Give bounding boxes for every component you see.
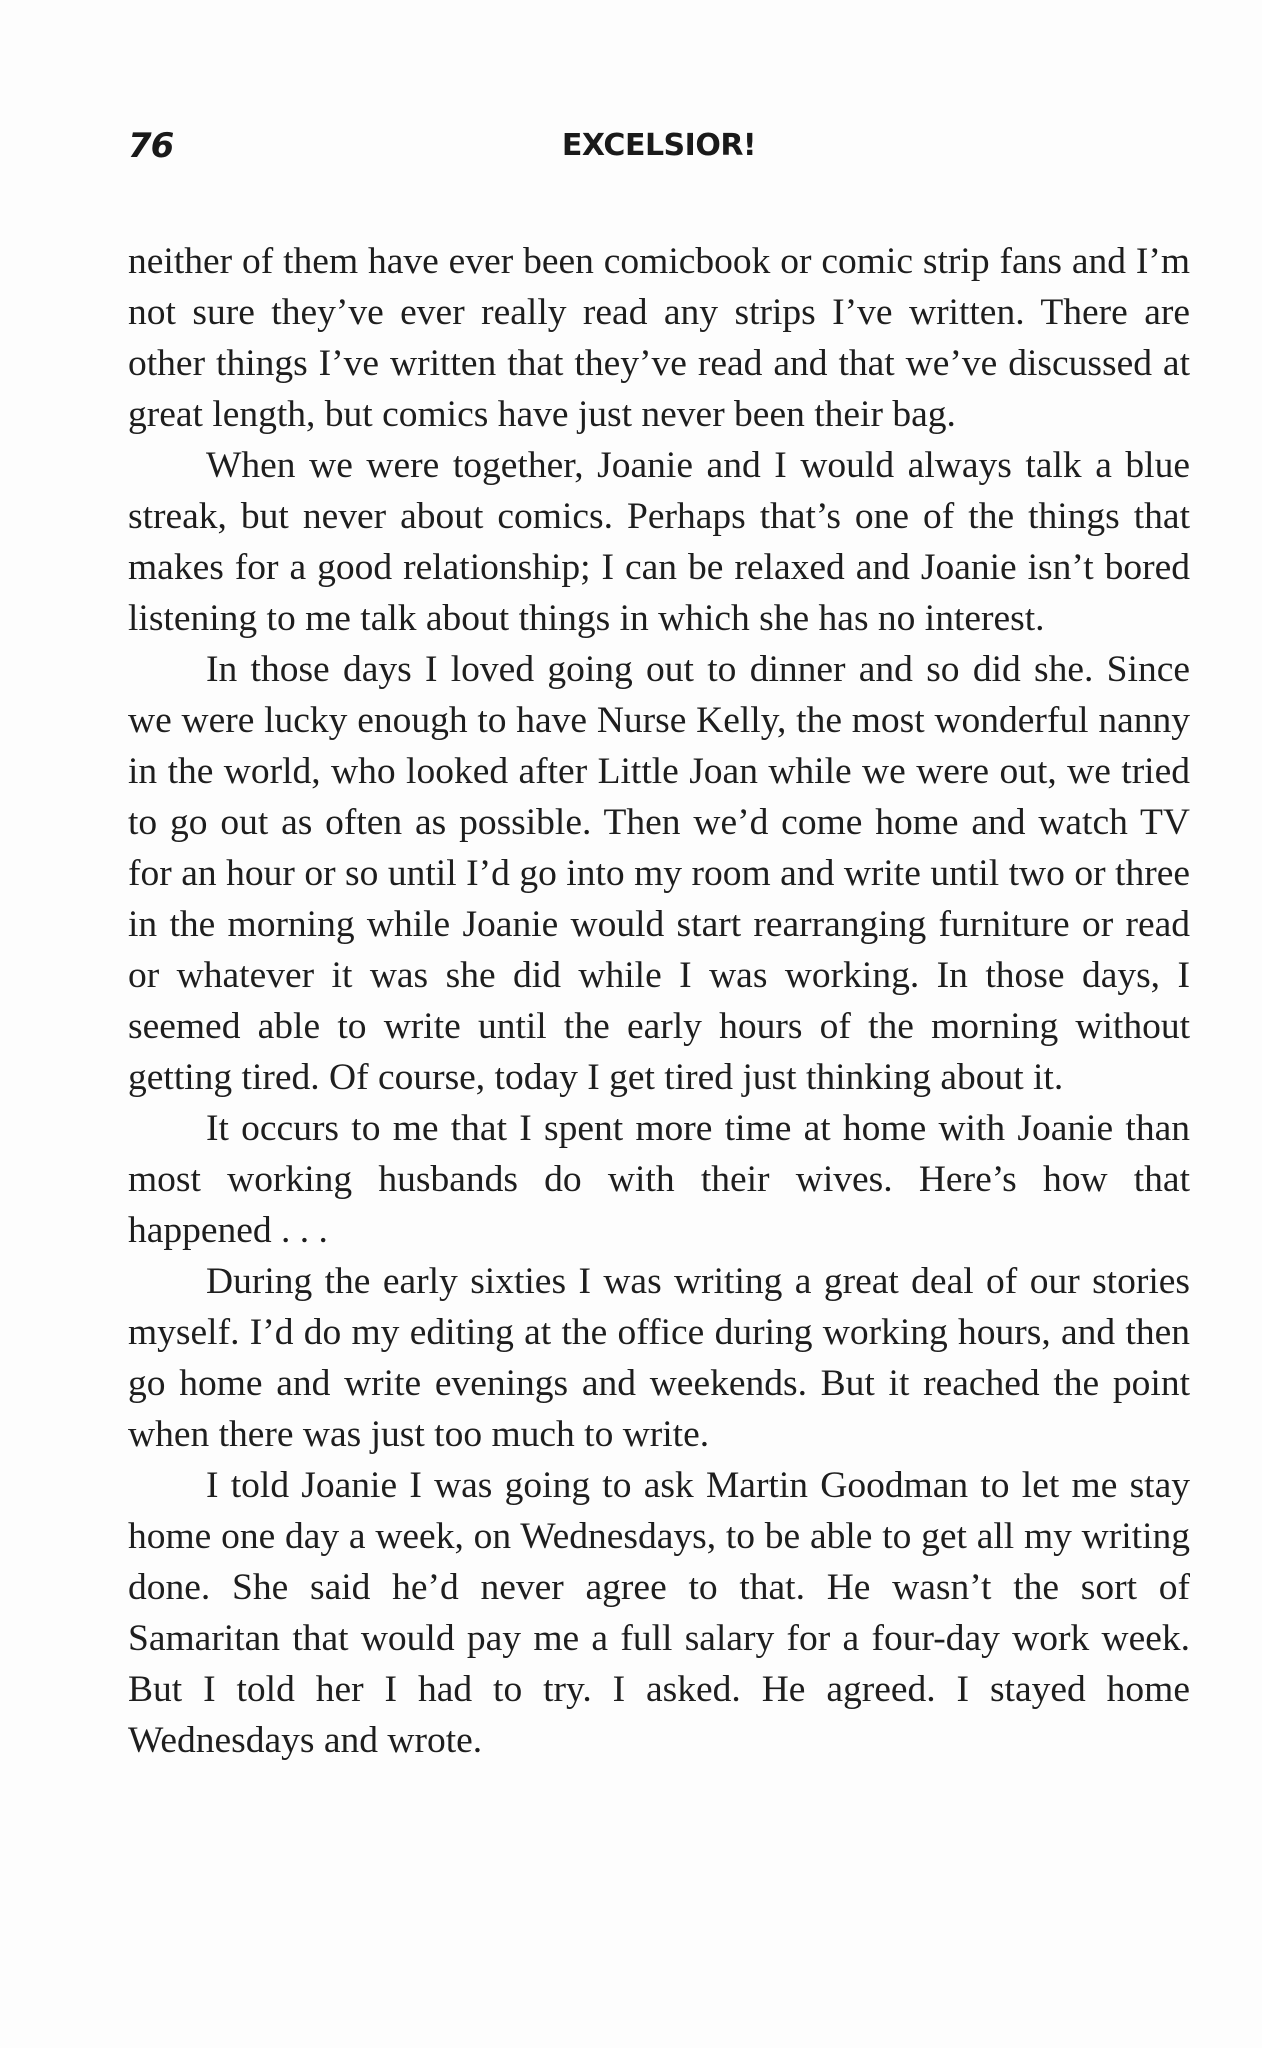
body-text <box>128 236 1190 1766</box>
paragraph: I told Joanie I was going to ask Martin Goodman to let me stay home one day a week, on Wednesdays, to be able to get all my writing done. She said he’d never agree to that. He wasn’t the sort of Samaritan that would pay me a full salary for a four-day work week. But I told her I had to try. I asked. He agreed. I stayed home Wednesdays and wrote. <box>128 1465 1190 1761</box>
paragraph-continued: neither of them have ever been comicbook or comic strip fans and I’m not sure they’ve ever really read any strips I’ve written. There are other things I’ve written that they’ve read and that we’ve discussed at great length, but comics have just never been their bag. <box>128 241 1190 435</box>
running-head <box>128 126 1190 176</box>
page-number: 76 <box>128 126 174 166</box>
paragraph: In those days I loved going out to dinner and so did she. Since we were lucky enough to have Nurse Kelly, the most wonderful nanny in the world, who looked after Little Joan while we were out, we tried to go out as often as possible. Then we’d come home and watch TV for an hour or so until I’d go into my room and write until two or three in the morning while Joanie would start rearranging furniture or read or whatever it was she did while I was working. In those days, I seemed able to write until the early hours of the morning without getting tired. Of course, today I get tired just thinking about it. <box>128 649 1190 1098</box>
paragraph: During the early sixties I was writing a great deal of our stories myself. I’d do my editing at the office during working hours, and then go home and write evenings and weekends. But it reached the point when there was just too much to write. <box>128 1261 1190 1455</box>
paragraph: It occurs to me that I spent more time at home with Joanie than most working husbands do with their wives. Here’s how that happened . . . <box>128 1108 1190 1251</box>
running-title: EXCELSIOR! <box>561 128 757 163</box>
paragraph: When we were together, Joanie and I would always talk a blue streak, but never about comics. Perhaps that’s one of the things that makes for a good relationship; I can be relaxed and Joanie isn’t bored listening to me talk about things in which she has no interest. <box>128 445 1190 639</box>
